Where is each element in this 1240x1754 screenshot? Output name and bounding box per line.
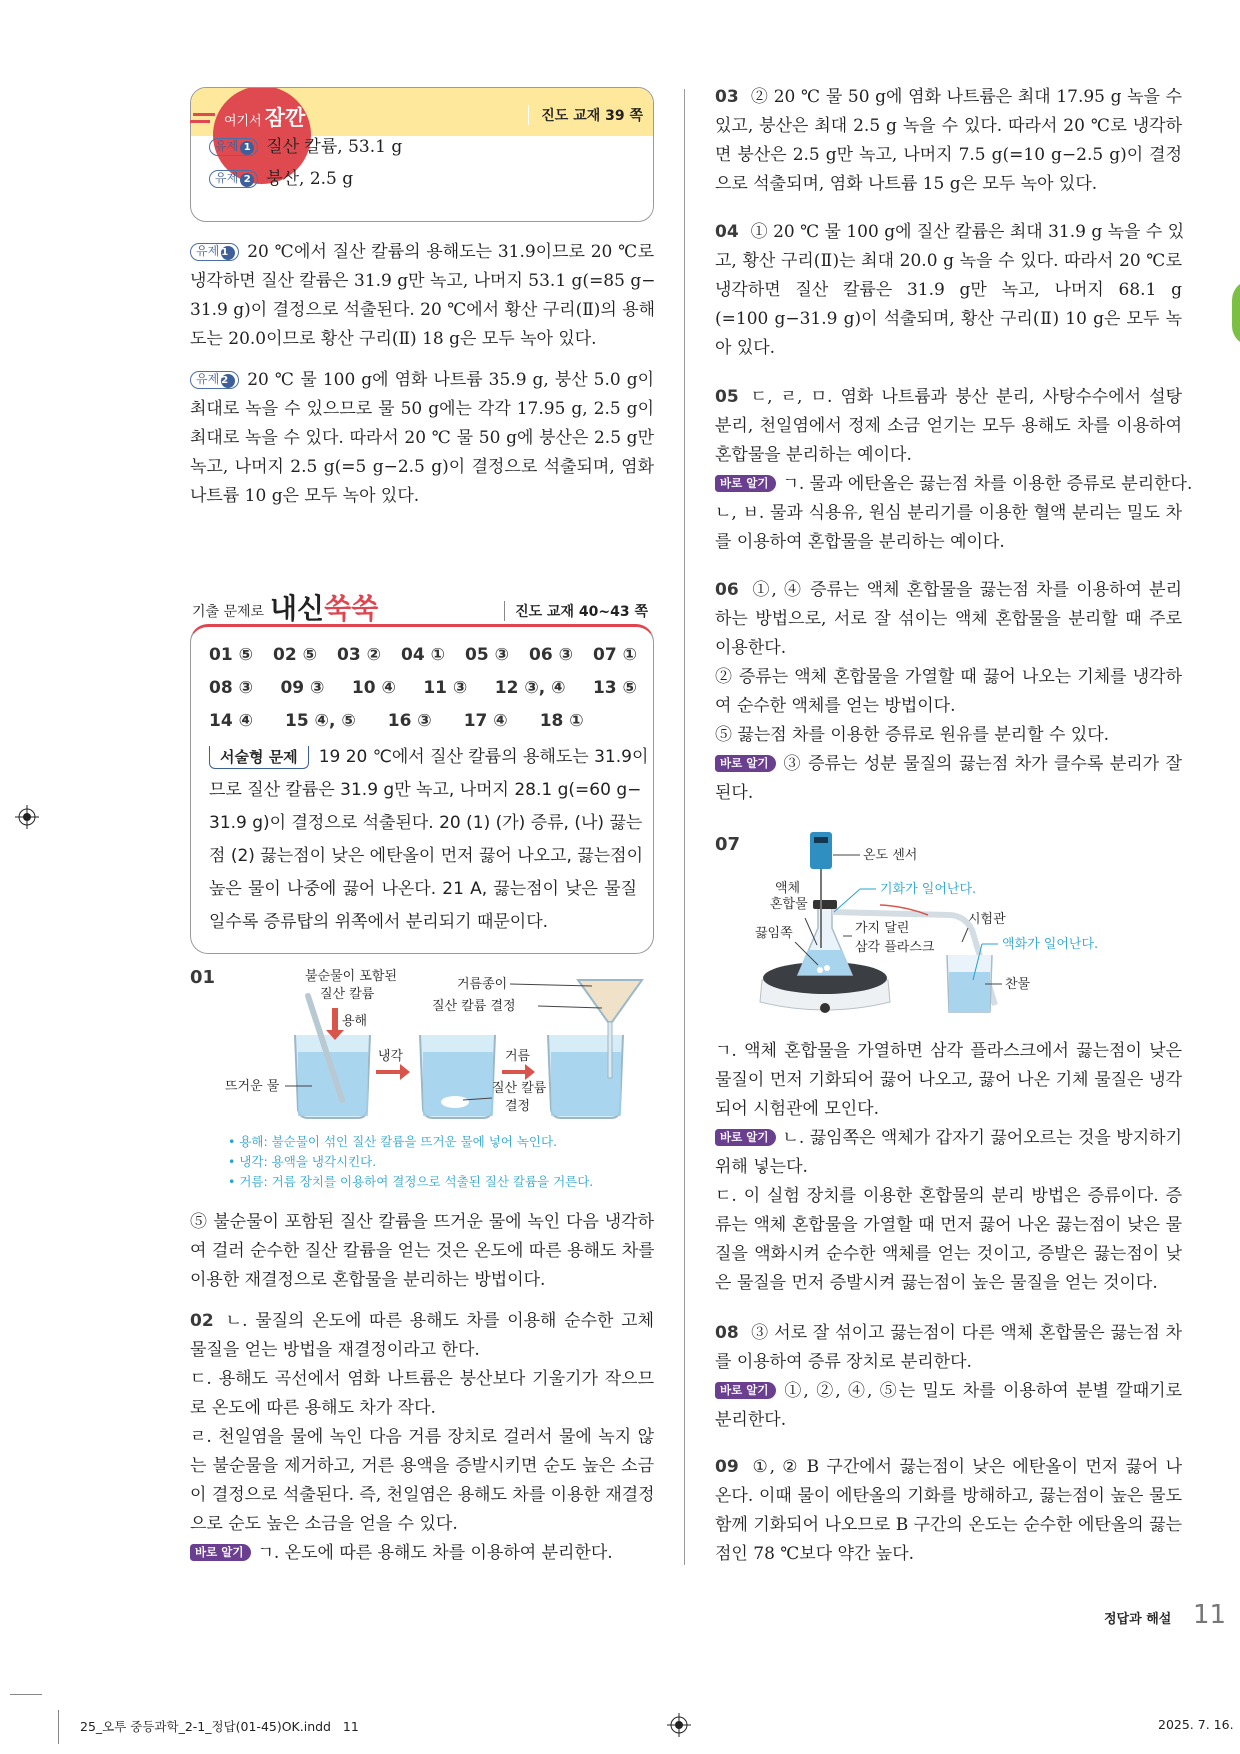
- crystal: [441, 1096, 469, 1108]
- text-line: [715, 1037, 1182, 1066]
- example-number-icon: 2: [221, 374, 235, 388]
- svg-text:액화가 일어난다.: 액화가 일어난다.: [1002, 937, 1099, 952]
- example-tag-label: 유제: [196, 372, 220, 386]
- dial-icon: [820, 1003, 830, 1013]
- quick-correction-tag: 바로 알기: [715, 755, 776, 772]
- line-text: 이용한 재결정으로 혼합물을 분리하는 방법이다.: [190, 1270, 546, 1290]
- text-line: [209, 741, 649, 774]
- text-line: [209, 840, 643, 873]
- textbook-progress: 진도 교재 40~43 쪽: [504, 601, 648, 621]
- text-line: [190, 296, 654, 325]
- text-line: [190, 1266, 654, 1295]
- line-text: ㄴ. 끓임쪽은 액체가 갑자기 끓어오르는 것을 방지하기: [782, 1128, 1182, 1148]
- text-line: [190, 1208, 654, 1237]
- example-number-icon: 1: [221, 246, 235, 260]
- svg-text:용해: 용해: [342, 1014, 368, 1029]
- line-text: ①, ② B 구간에서 끓는점이 낮은 에탄올이 먼저 끓어 나: [750, 1457, 1182, 1477]
- answer-item: 01 ⑤: [209, 645, 253, 665]
- line-text: 최대로 녹을 수 있다. 따라서 20 ℃ 물 50 g에 붕산은 2.5 g만: [190, 428, 654, 448]
- answer-row: [209, 645, 637, 665]
- svg-text:액체: 액체: [775, 881, 801, 896]
- line-text: 혼합물을 분리하는 예이다.: [715, 445, 912, 465]
- text-line: [190, 238, 654, 267]
- svg-text:뜨거운 물: 뜨거운 물: [225, 1079, 280, 1094]
- text-line: [715, 412, 1182, 441]
- line-text: ㄷ. 이 실험 장치를 이용한 혼합물의 분리 방법은 증류이다. 증: [715, 1186, 1182, 1206]
- line-text: 질을 액화시켜 순수한 액체를 얻는 것이고, 증발은 끓는점이 낮: [715, 1244, 1182, 1264]
- answer-item: 11 ③: [423, 678, 468, 698]
- line-text: 하는 방법으로, 서로 잘 섞이는 액체 혼합물을 분리할 때 주로: [715, 609, 1182, 629]
- text-line: [715, 1095, 1182, 1124]
- answer-item: 04 ①: [401, 645, 445, 665]
- line-text: ㄱ. 물과 에탄올은 끓는점 차를 이용한 증류로 분리한다.: [782, 474, 1193, 494]
- answer-item: 08 ③: [209, 678, 253, 698]
- svg-text:질산 칼륨: 질산 칼륨: [320, 987, 375, 1002]
- answer-item: 10 ④: [351, 678, 396, 698]
- text-line: [190, 1237, 654, 1266]
- page-number: 11: [1193, 1600, 1227, 1630]
- text-line: [715, 1240, 1182, 1269]
- answer-row: [209, 678, 637, 698]
- section-prefix: 기출 문제로: [192, 604, 265, 620]
- text-line: [715, 1406, 1182, 1435]
- arrow-right-icon: [502, 1064, 535, 1080]
- line-text: ③ 증류는 성분 물질의 끓는점 차가 클수록 분리가 잘: [782, 754, 1182, 774]
- question-number: 01: [190, 967, 216, 988]
- answer-item: 06 ③: [529, 645, 573, 665]
- svg-text:온도 센서: 온도 센서: [863, 848, 918, 863]
- essay-tag: 서술형 문제: [209, 746, 309, 769]
- textbook-progress: 진도 교재 39 쪽: [528, 105, 643, 125]
- text-line: [715, 1453, 1182, 1482]
- svg-text:거름종이: 거름종이: [457, 977, 508, 992]
- text-line: [715, 499, 1182, 528]
- answer-box: [190, 624, 654, 954]
- text-line: [715, 1066, 1182, 1095]
- answer-item: 12 ③, ④: [494, 678, 566, 698]
- recrystallization-diagram: [180, 960, 660, 1200]
- line-text: 물질이 먼저 기화되어 끓어 나오고, 끓어 나온 기체 물질은 냉각: [715, 1070, 1182, 1090]
- text-line: [715, 1511, 1182, 1540]
- answer-section: [190, 1307, 654, 1568]
- line-text: 31.9 g)이 결정으로 석출된다. 20 (1) (가) 증류, (나) 끓는: [209, 813, 643, 833]
- answer-section: [715, 1319, 1182, 1435]
- text-line: [209, 774, 642, 807]
- line-text: ② 증류는 액체 혼합물을 가열할 때 끓어 나오는 기체를 냉각하: [715, 667, 1182, 687]
- answer-item: 13 ⑤: [592, 678, 637, 698]
- answer-section: [715, 1453, 1182, 1569]
- text-line: [715, 634, 1182, 663]
- quick-correction-tag: 바로 알기: [715, 1129, 776, 1146]
- text-line: [715, 247, 1182, 276]
- essay-answers: [209, 741, 649, 939]
- crop-mark: [58, 1710, 59, 1744]
- answer-section: [715, 83, 1182, 199]
- text-line: [715, 721, 1182, 750]
- footer-section-label: 정답과 해설: [1104, 1612, 1172, 1627]
- line-text: 위해 넣는다.: [715, 1157, 808, 1177]
- text-line: [715, 1182, 1182, 1211]
- answer-item: 18 ①: [539, 711, 584, 731]
- line-text: ⑤ 불순물이 포함된 질산 칼륨을 뜨거운 물에 녹인 다음 냉각하: [190, 1212, 654, 1232]
- example-tag: [190, 243, 239, 261]
- question-number: 03: [715, 87, 739, 107]
- line-text: 31.9 g)이 결정으로 석출된다. 20 ℃에서 황산 구리(Ⅱ)의 용해: [190, 300, 656, 320]
- text-line: [715, 334, 1182, 363]
- svg-text:불순물이 포함된: 불순물이 포함된: [305, 969, 398, 984]
- svg-text:질산 칼륨: 질산 칼륨: [492, 1081, 547, 1096]
- line-text: ㄹ. 천일염을 물에 녹인 다음 거름 장치로 걸러서 물에 녹지 않: [190, 1427, 654, 1447]
- line-text: 높은 물이 나중에 끓어 나온다. 21 A, 끓는점이 낮은 물질: [209, 879, 637, 899]
- text-line: [715, 470, 1193, 499]
- question-number: 07: [715, 834, 741, 855]
- text-line: [715, 170, 1182, 199]
- line-text: 는 불순물을 제거하고, 거른 용액을 증발시키면 순도 높은 소금: [190, 1456, 654, 1476]
- svg-text:냉각: 냉각: [378, 1049, 404, 1064]
- text-line: [715, 218, 1185, 247]
- line-text: 를 이용하여 혼합물을 분리하는 예이다.: [715, 532, 1005, 552]
- column-divider: [684, 89, 685, 1565]
- line-text: 20 ℃ 물 100 g에 염화 나트륨 35.9 g, 붕산 5.0 g이: [247, 370, 654, 390]
- answer-item: 15 ④, ⑤: [284, 711, 356, 731]
- example-answer: 붕산, 2.5 g: [266, 169, 354, 189]
- chapter-side-tab: [1232, 280, 1240, 346]
- line-text: 이 결정으로 석출된다. 즉, 천일염은 용해도 차를 이용한 재결정: [190, 1485, 655, 1505]
- text-line: [715, 1319, 1182, 1348]
- text-line: [715, 1348, 1182, 1377]
- answer-section: [190, 1208, 654, 1295]
- svg-text:기화가 일어난다.: 기화가 일어난다.: [880, 882, 977, 897]
- text-line: [715, 750, 1182, 779]
- line-text: 녹고, 나머지 2.5 g(=5 g−2.5 g)이 결정으로 석출되며, 염화: [190, 457, 654, 477]
- line-text: ③ 서로 잘 섞이고 끓는점이 다른 액체 혼합물은 끓는점 차: [750, 1323, 1182, 1343]
- text-line: [715, 1482, 1182, 1511]
- stopper: [813, 900, 837, 909]
- line-text: ㄱ. 액체 혼합물을 가열하면 삼각 플라스크에서 끓는점이 낮은: [715, 1041, 1182, 1061]
- line-text: 면 붕산은 2.5 g만 녹고, 나머지 7.5 g(=10 g−2.5 g)이 결정: [715, 145, 1182, 165]
- crop-mark: [10, 1694, 42, 1695]
- text-line: [715, 441, 1182, 470]
- line-text: 점 (2) 끓는점이 낮은 에탄올이 먼저 끓어 나오고, 끓는점이: [209, 846, 643, 866]
- line-text: 여 걸러 순수한 질산 칼륨을 얻는 것은 온도에 따른 용해도 차를: [190, 1241, 655, 1261]
- svg-text:삼각 플라스크: 삼각 플라스크: [855, 940, 935, 955]
- line-text: 함께 기화되어 나오므로 B 구간의 온도는 순수한 에탄올의 끓는: [715, 1515, 1182, 1535]
- text-line: [715, 1211, 1182, 1240]
- answer-section: [715, 576, 1182, 808]
- answer-item: 14 ④: [209, 711, 253, 731]
- text-line: [715, 663, 1182, 692]
- text-line: [190, 395, 654, 424]
- line-text: 아 있다.: [715, 338, 776, 358]
- footer-date: 2025. 7. 16.: [1158, 1717, 1234, 1732]
- svg-text:거름: 거름: [505, 1049, 531, 1064]
- text-line: [190, 1336, 654, 1365]
- line-text: 이용한다.: [715, 638, 787, 658]
- answer-item: 17 ④: [463, 711, 508, 731]
- diagram-note: • 용해: 불순물이 섞인 질산 칼륨을 뜨거운 물에 넣어 녹인다.: [228, 1134, 558, 1149]
- text-line: [715, 605, 1182, 634]
- line-text: 된다.: [715, 783, 754, 803]
- question-number: 02: [190, 1311, 214, 1331]
- line-text: 도는 20.0이므로 황산 구리(Ⅱ) 18 g은 모두 녹아 있다.: [190, 329, 597, 349]
- text-line: [209, 873, 637, 906]
- line-text: (=100 g−31.9 g)이 석출되며, 황산 구리(Ⅱ) 10 g은 모두 녹: [715, 309, 1182, 329]
- line-text: ㄴ, ㅂ. 물과 식용유, 원심 분리기를 이용한 혈액 분리는 밀도 차: [715, 503, 1182, 523]
- line-text: 되어 시험관에 모인다.: [715, 1099, 880, 1119]
- line-text: ①, ②, ④, ⑤는 밀도 차를 이용하여 분별 깔때기로: [782, 1381, 1182, 1401]
- line-text: 20 ℃에서 질산 칼륨의 용해도는 31.9이므로 20 ℃로: [247, 242, 654, 262]
- text-line: [715, 1153, 1182, 1182]
- line-text: 일수록 증류탑의 위쪽에서 분리되기 때문이다.: [209, 912, 549, 932]
- line-text: ㄷ, ㄹ, ㅁ. 염화 나트륨과 붕산 분리, 사탕수수에서 설탕: [750, 387, 1182, 407]
- example-tag: 유제 2: [209, 170, 258, 188]
- line-text: 최대로 녹을 수 있으므로 물 50 g에는 각각 17.95 g, 2.5 g이: [190, 399, 654, 419]
- quick-correction-tag: 바로 알기: [190, 1544, 251, 1561]
- line-text: 물질을 얻는 방법을 재결정이라고 한다.: [190, 1340, 480, 1360]
- svg-text:찬물: 찬물: [1005, 977, 1031, 992]
- question-number: 04: [715, 222, 739, 242]
- text-line: [715, 1540, 1182, 1569]
- line-text: ② 20 ℃ 물 50 g에 염화 나트륨은 최대 17.95 g 녹을 수: [750, 87, 1182, 107]
- line-text: 19 20 ℃에서 질산 칼륨의 용해도는 31.9이: [318, 747, 649, 767]
- line-text: 나트륨 10 g은 모두 녹아 있다.: [190, 486, 420, 506]
- svg-text:혼합물: 혼합물: [770, 897, 808, 912]
- line-text: ㄱ. 온도에 따른 용해도 차를 이용하여 분리한다.: [257, 1543, 613, 1563]
- quick-correction-tag: 바로 알기: [715, 1382, 776, 1399]
- example-tag: 유제 1: [209, 138, 258, 156]
- question-number: 08: [715, 1323, 739, 1343]
- section-title: 내신쑥쑥: [270, 592, 379, 625]
- text-line: [715, 383, 1182, 412]
- text-line: [715, 141, 1182, 170]
- text-line: [190, 482, 654, 511]
- text-line: [190, 1510, 654, 1539]
- answer-section: [190, 366, 654, 511]
- registration-mark-icon: [15, 805, 39, 829]
- answer-section: [715, 1037, 1182, 1298]
- quick-check-box: [190, 87, 654, 222]
- text-line: [715, 779, 1182, 808]
- answer-item: 02 ⑤: [273, 645, 317, 665]
- line-text: 류는 액체 혼합물을 가열할 때 먼저 끓어 나온 끓는점이 낮은 물: [715, 1215, 1182, 1235]
- text-line: [715, 1377, 1182, 1406]
- text-line: [715, 276, 1182, 305]
- text-line: [190, 1394, 654, 1423]
- answer-row: [209, 711, 637, 731]
- footer-filename: 25_오투 중등과학_2-1_정답(01-45)OK.indd 11: [80, 1719, 359, 1734]
- text-line: [715, 692, 1182, 721]
- quick-correction-tag: 바로 알기: [715, 475, 776, 492]
- question-number: 05: [715, 387, 739, 407]
- line-text: 여 순수한 액체를 얻는 방법이다.: [715, 696, 956, 716]
- line-text: 를 이용하여 증류 장치로 분리한다.: [715, 1352, 972, 1372]
- distillation-diagram: [700, 820, 1120, 1020]
- registration-mark-icon: [667, 1713, 691, 1737]
- text-line: [715, 305, 1182, 334]
- line-text: 온다. 이때 물이 에탄올의 기화를 방해하고, 끓는점이 높은 물도: [715, 1486, 1182, 1506]
- line-text: ①, ④ 증류는 액체 혼합물을 끓는점 차를 이용하여 분리: [750, 580, 1182, 600]
- text-line: [209, 807, 643, 840]
- line-text: 점인 78 ℃보다 약간 높다.: [715, 1544, 915, 1564]
- line-text: 있고, 붕산은 최대 2.5 g 녹을 수 있다. 따라서 20 ℃로 냉각하: [715, 116, 1182, 136]
- text-line: [715, 1269, 1182, 1298]
- box-title-big: 잠깐: [264, 106, 306, 130]
- line-text: ㄷ. 용해도 곡선에서 염화 나트륨은 붕산보다 기울기가 작으므: [190, 1369, 654, 1389]
- text-line: [190, 1307, 654, 1336]
- text-line: [209, 906, 637, 939]
- line-text: 고, 황산 구리(Ⅱ)는 최대 20.0 g 녹을 수 있다. 따라서 20 ℃로: [715, 251, 1182, 271]
- question-number: 06: [715, 580, 739, 600]
- line-text: ㄴ. 물질의 온도에 따른 용해도 차를 이용해 순수한 고체: [225, 1311, 654, 1331]
- text-line: [190, 366, 654, 395]
- text-line: [190, 267, 654, 296]
- box-title: [224, 102, 305, 132]
- answer-item: 16 ③: [387, 711, 432, 731]
- line-text: 으로 석출되며, 염화 나트륨 15 g은 모두 녹아 있다.: [715, 174, 1098, 194]
- example-answer: 질산 칼륨, 53.1 g: [266, 137, 403, 157]
- text-line: [190, 1365, 654, 1394]
- svg-text:질산 칼륨 결정: 질산 칼륨 결정: [432, 999, 516, 1014]
- answer-section: [715, 383, 1193, 557]
- example-tag-label: 유제: [196, 244, 220, 258]
- text-line: [715, 112, 1182, 141]
- diagram-note: • 냉각: 용액을 냉각시킨다.: [228, 1154, 377, 1169]
- text-line: [190, 325, 654, 354]
- answer-item: 07 ①: [593, 645, 637, 665]
- text-line: [190, 1452, 654, 1481]
- exam-section-header: [192, 585, 654, 625]
- answer-section: [190, 238, 654, 354]
- text-line: [190, 1539, 654, 1568]
- svg-text:가지 달린: 가지 달린: [855, 921, 910, 936]
- answer-section: [715, 218, 1185, 363]
- line-text: 로 온도에 따른 용해도 차가 작다.: [190, 1398, 436, 1418]
- line-text: 으로 순도 높은 소금을 얻을 수 있다.: [190, 1514, 458, 1534]
- line-text: ① 20 ℃ 물 100 g에 질산 칼륨은 최대 31.9 g 녹을 수 있: [750, 222, 1185, 242]
- line-text: ⑤ 끓는점 차를 이용한 증류로 원유를 분리할 수 있다.: [715, 725, 1110, 745]
- answer-item: 05 ③: [465, 645, 509, 665]
- speed-line-decoration: [190, 120, 210, 123]
- text-line: [190, 1481, 654, 1510]
- line-text: 므로 질산 칼륨은 31.9 g만 녹고, 나머지 28.1 g(=60 g−: [209, 780, 642, 800]
- line-text: 냉각하면 질산 칼륨은 31.9 g만 녹고, 나머지 68.1 g: [715, 280, 1182, 300]
- beaker-cooled: [420, 1035, 495, 1118]
- example-answer-row: [209, 164, 353, 189]
- line-text: 분리, 천일염에서 정제 소금 얻기는 모두 용해도 차를 이용하여: [715, 416, 1182, 436]
- speed-line-decoration: [193, 113, 215, 116]
- text-line: [715, 528, 1182, 557]
- example-tag: [190, 371, 239, 389]
- text-line: [190, 453, 654, 482]
- line-text: 은 물질을 먼저 증발시켜 끓는점이 높은 물질을 얻는 것이다.: [715, 1273, 1158, 1293]
- example-answer-row: [209, 132, 402, 157]
- text-line: [715, 1124, 1182, 1153]
- svg-text:결정: 결정: [505, 1099, 531, 1114]
- text-line: [715, 576, 1182, 605]
- diagram-note: • 거름: 거름 장치를 이용하여 결정으로 석출된 질산 칼륨을 거른다.: [228, 1174, 594, 1189]
- text-line: [190, 424, 654, 453]
- line-text: 냉각하면 질산 칼륨은 31.9 g만 녹고, 나머지 53.1 g(=85 g−: [190, 271, 656, 291]
- text-line: [715, 83, 1182, 112]
- box-title-small: 여기서: [224, 114, 262, 129]
- line-text: 분리한다.: [715, 1410, 787, 1430]
- text-line: [190, 1423, 654, 1452]
- svg-text:끓임쪽: 끓임쪽: [755, 926, 793, 941]
- arrow-right-icon: [376, 1064, 410, 1080]
- question-number: 09: [715, 1457, 739, 1477]
- svg-text:시험관: 시험관: [968, 912, 1006, 927]
- answer-item: 09 ③: [280, 678, 325, 698]
- answer-item: 03 ②: [337, 645, 381, 665]
